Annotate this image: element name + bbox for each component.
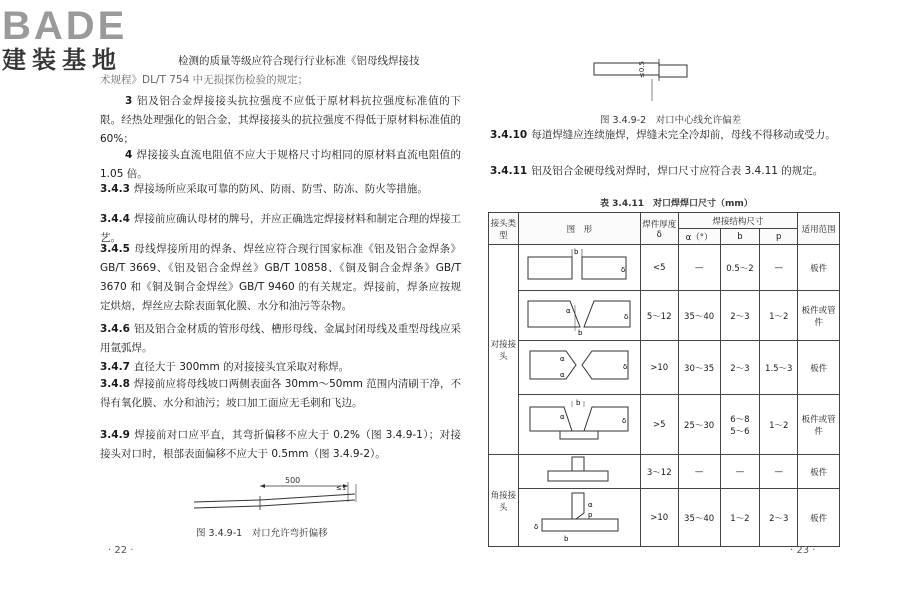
table-row: [489, 395, 840, 455]
sym-delta: δ: [621, 266, 626, 274]
sym-alpha: α: [560, 355, 565, 363]
page-number-22: · 22 ·: [108, 545, 134, 556]
figure-cell: [518, 455, 640, 489]
clause-text: 铝及铝合金焊接接头抗拉强度不应低于原材料抗拉强度标准值的下限。经热处理强化的铝合金，其焊接接头的抗拉强度不得低于原材料标准值的60%；: [100, 95, 461, 145]
cell-thickness: >10: [640, 341, 678, 395]
clause-number: 4: [125, 149, 133, 161]
logo-brand: BADE: [2, 4, 128, 48]
page-number-23: · 23 ·: [790, 545, 816, 556]
cell-thickness: 5～12: [640, 291, 678, 341]
double-v-butt-joint-diagram: [520, 341, 638, 391]
table-row: [489, 245, 840, 291]
figure-cell: [518, 341, 640, 395]
cell-scope: 板件或管件: [798, 395, 840, 455]
table-row: [489, 455, 840, 489]
cell-b: 0.5～2: [720, 245, 760, 291]
table-caption: 表 3.4.11 对口焊焊口尺寸（mm）: [600, 199, 753, 209]
sym-alpha: α: [566, 307, 571, 315]
group-butt-joint: 对接接头: [489, 245, 519, 455]
clause-number: 3: [125, 95, 133, 107]
paragraph-fragment-1: 检测的质量等级应符合现行行业标准《铝母线焊接技: [178, 55, 420, 67]
section-number: 3.4.9: [100, 429, 130, 441]
header-alpha: α（°）: [678, 229, 720, 245]
section-text: 直径大于 300mm 的对接接头宜采取对称焊。: [133, 361, 350, 373]
cell-b: —: [720, 455, 760, 489]
logo-chinese: 建装基地: [2, 46, 122, 74]
clause-4: [100, 146, 461, 184]
cell-thickness: >10: [640, 489, 678, 547]
section-text: 每道焊缝应连续施焊，焊缝未完全冷却前，母线不得移动或受力。: [531, 129, 836, 141]
cell-thickness: >5: [640, 395, 678, 455]
sym-p: p: [588, 511, 593, 519]
paragraph-fragment-2: 术规程》DL/T 754 中无损探伤检验的规定；: [100, 74, 309, 86]
figure-cell: [518, 395, 640, 455]
header-b: b: [720, 229, 760, 245]
cell-p: —: [760, 455, 798, 489]
cell-scope: 板件: [798, 341, 840, 395]
section-number: 3.4.4: [100, 213, 130, 225]
section-number: 3.4.6: [100, 323, 130, 335]
section-3-4-3: [100, 180, 461, 199]
clause-3: [100, 92, 461, 149]
section-3-4-11: [490, 162, 840, 181]
sym-b: b: [574, 248, 579, 256]
cell-thickness: 3～12: [640, 455, 678, 489]
sym-alpha-2: α: [560, 371, 565, 379]
section-3-4-9: [100, 426, 461, 464]
header-figure: 图 形: [518, 213, 640, 245]
sym-delta: δ: [623, 363, 628, 371]
sym-b: b: [564, 535, 569, 543]
cell-p: 1.5～3: [760, 341, 798, 395]
clause-text: 焊接接头直流电阻值不应大于规格尺寸均相同的原材料直流电阻值的 1.05 倍。: [100, 149, 461, 180]
cell-thickness: <5: [640, 245, 678, 291]
header-structure: 焊接结构尺寸: [678, 213, 798, 229]
cell-p: 2～3: [760, 489, 798, 547]
table-row: [489, 489, 840, 547]
section-3-4-8: [100, 375, 461, 413]
figure-dimension-500: 500: [285, 476, 301, 485]
single-v-butt-joint-diagram: [520, 291, 638, 337]
header-thickness: 焊件厚度 δ: [640, 213, 678, 245]
section-number: 3.4.5: [100, 243, 130, 255]
section-3-4-5: [100, 240, 461, 316]
cell-alpha: —: [678, 245, 720, 291]
figure-dimension-05: ≤0.5: [638, 61, 646, 78]
section-number: 3.4.11: [490, 165, 528, 177]
bade-logo: [2, 6, 177, 74]
section-3-4-10: [490, 126, 840, 145]
header-scope: 适用范围: [798, 213, 840, 245]
t-joint-diagram: [520, 455, 638, 485]
sym-delta: δ: [534, 523, 539, 531]
sym-b: b: [578, 329, 583, 337]
sym-alpha: α: [588, 501, 593, 509]
figure-cell: [518, 489, 640, 547]
cell-b: 1～2: [720, 489, 760, 547]
cell-scope: 板件: [798, 455, 840, 489]
backing-strip-joint-diagram: [520, 395, 638, 451]
figure-bend-offset: [190, 474, 370, 514]
section-number: 3.4.10: [490, 129, 528, 141]
table-row: [489, 291, 840, 341]
cell-alpha: 35～40: [678, 291, 720, 341]
cell-p: 1～2: [760, 291, 798, 341]
figure-caption-3-4-9-1: 图 3.4.9-1 对口允许弯折偏移: [196, 528, 328, 539]
section-text: 焊接前应将母线坡口两侧表面各 30mm～50mm 范围内清刷干净，不得有氧化膜、水分和油污；坡口加工面应无毛刺和飞边。: [100, 378, 461, 409]
cell-alpha: 35～40: [678, 489, 720, 547]
section-text: 铝及铝合金材质的管形母线、槽形母线、金属封闭母线及重型母线应采用氩弧焊。: [100, 323, 461, 354]
sym-b: b: [576, 399, 581, 407]
corner-v-joint-diagram: [520, 489, 638, 543]
weld-dimension-table: [488, 212, 840, 547]
cell-p: —: [760, 245, 798, 291]
cell-alpha: 25～30: [678, 395, 720, 455]
sym-delta: δ: [624, 313, 629, 321]
sym-delta: δ: [622, 417, 627, 425]
figure-caption-3-4-9-2: 图 3.4.9-2 对口中心线允许偏差: [600, 115, 742, 126]
header-joint-type: 接头类型: [489, 213, 519, 245]
cell-b: 2～3: [720, 341, 760, 395]
cell-p: 1～2: [760, 395, 798, 455]
cell-b: 2～3: [720, 291, 760, 341]
cell-scope: 板件: [798, 245, 840, 291]
section-text: 焊接前对口应平直，其弯折偏移不应大于 0.2%（图 3.4.9-1）；对接接头对口时，根部表面偏移不应大于 0.5mm（图 3.4.9-2）。: [100, 429, 461, 460]
header-p: p: [760, 229, 798, 245]
table-row: [489, 341, 840, 395]
cell-alpha: —: [678, 455, 720, 489]
cell-scope: 板件: [798, 489, 840, 547]
section-number: 3.4.8: [100, 378, 130, 390]
section-text: 铝及铝合金硬母线对焊时，焊口尺寸应符合表 3.4.11 的规定。: [531, 165, 824, 177]
cell-alpha: 30～35: [678, 341, 720, 395]
section-number: 3.4.3: [100, 183, 130, 195]
cell-scope: 板件或管件: [798, 291, 840, 341]
section-number: 3.4.7: [100, 361, 130, 373]
figure-cell: [518, 291, 640, 341]
square-butt-joint-diagram: [520, 245, 638, 287]
figure-cell: [518, 245, 640, 291]
section-3-4-6: [100, 320, 461, 358]
section-text: 母线焊接所用的焊条、焊丝应符合现行国家标准《铝及铝合金焊条》GB/T 3669、《铝及铝合金焊丝》GB/T 10858、《铜及铜合金焊条》GB/T 3670 和《铜及铜合金焊丝》GB/T 9460 的有关规定。焊接前，焊条应按规定烘焙，焊丝应去除表面氧化膜、水分和油污等杂物。: [100, 243, 461, 312]
section-text: 焊接场所应采取可靠的防风、防雨、防雪、防冻、防火等措施。: [133, 183, 428, 195]
sym-alpha: α: [560, 413, 565, 421]
figure-dimension-offset: ≤1: [336, 484, 347, 492]
cell-b: 6～8 5～6: [720, 395, 760, 455]
section-text: 焊接前应确认母材的牌号，并应正确选定焊接材料和制定合理的焊接工艺。: [100, 213, 461, 244]
group-corner-joint: 角接接头: [489, 455, 519, 547]
